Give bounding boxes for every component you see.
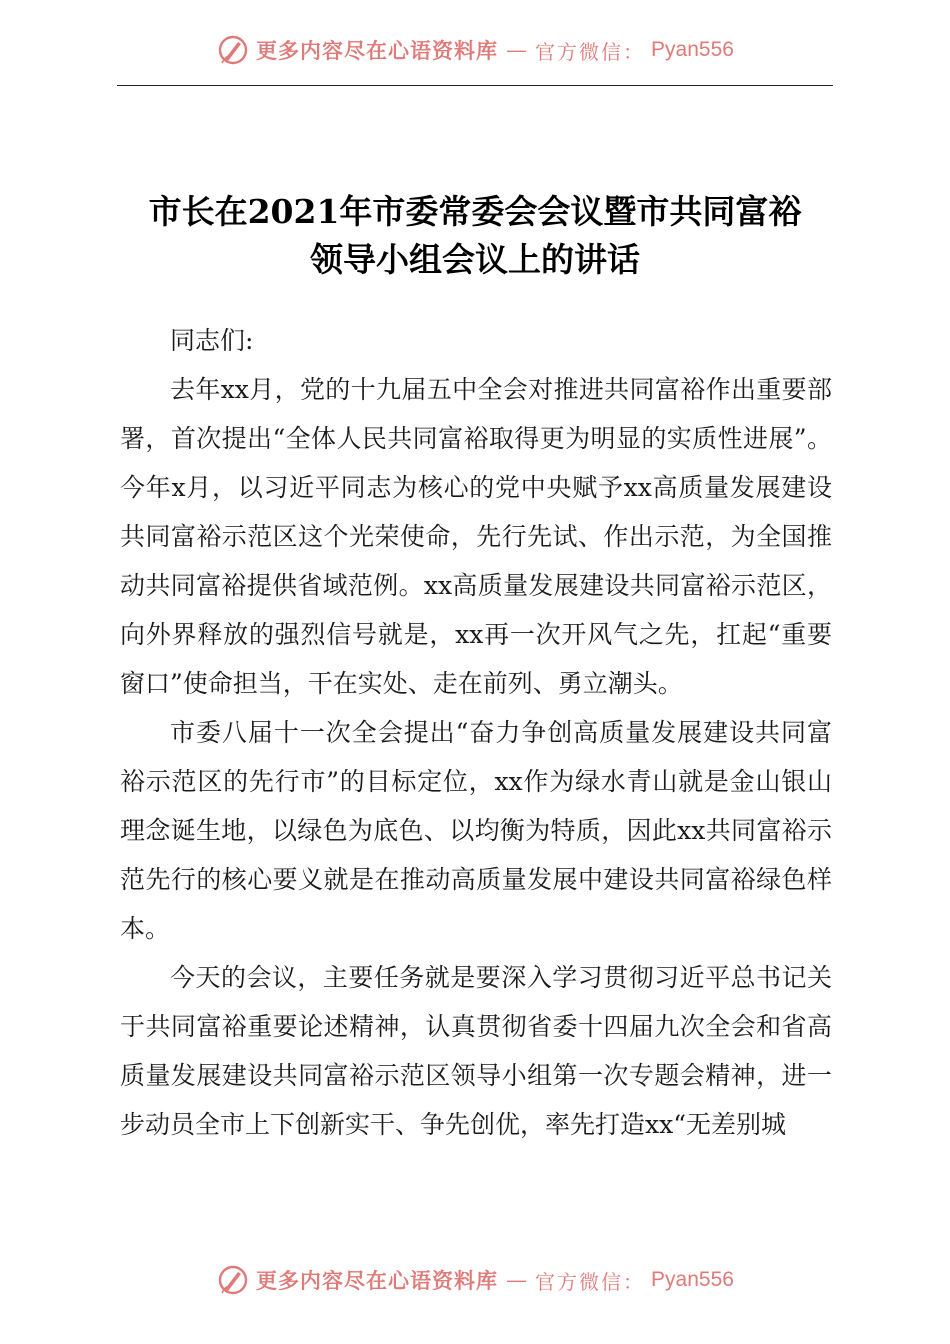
footer-separator: —: [506, 1268, 528, 1292]
paragraph-3: 今天的会议，主要任务就是要深入学习贯彻习近平总书记关于共同富裕重要论述精神，认真贯彻省委十四届九次全会和省高质量发展建设共同富裕示范区领导小组第一次专题会精神，进一步动员全市上下创新实干、争先创优，率先打造xx“无差别城: [120, 963, 832, 1139]
title-line-2: 领导小组会议上的讲话: [310, 240, 640, 279]
header-banner-text: 更多内容尽在心语资料库: [256, 38, 499, 63]
header-wechat-label: 官方微信：: [535, 39, 646, 64]
header-divider: [117, 85, 833, 86]
paragraph-1: 去年xx月，党的十九届五中全会对推进共同富裕作出重要部署，首次提出“全体人民共同富裕取得更为明显的实质性进展”。今年x月，以习近平同志为核心的党中央赋予xx高质量发展建设共同富裕示范区这个光荣使命，先行先试、作出示范，为全国推动共同富裕提供省域范例。xx高质量发展建设共同富裕示范区，向外界释放的强烈信号就是，xx再一次开风气之先，扛起“重要窗口”使命担当，干在实处、走在前列、勇立潮头。: [120, 375, 832, 698]
footer-wechat-id: Pyan556: [651, 1268, 734, 1291]
paragraph-2: 市委八届十一次全会提出“奋力争创高质量发展建设共同富裕示范区的先行市”的目标定位，xx作为绿水青山就是金山银山理念诞生地，以绿色为底色、以均衡为特质，因此xx共同富裕示范先行的核心要义就是在推动高质量发展中建设共同富裕绿色样本。: [120, 718, 832, 943]
page-header-banner: [0, 22, 950, 78]
footer-brand: [216, 1263, 734, 1297]
header-wechat-id: Pyan556: [651, 38, 734, 61]
footer-wechat-label: 官方微信：: [535, 1269, 646, 1294]
header-separator: —: [506, 38, 528, 62]
pen-circle-logo-icon: [216, 33, 250, 67]
footer-banner-text: 更多内容尽在心语资料库: [256, 1268, 499, 1293]
greeting: 同志们:: [170, 326, 254, 355]
document-body: [120, 316, 832, 1149]
document-title: [100, 188, 850, 284]
pen-circle-logo-icon: [216, 1263, 250, 1297]
page-footer-banner: [0, 1252, 950, 1308]
header-brand: [216, 33, 734, 67]
title-line-1: 市长在2021年市委常委会会议暨市共同富裕: [148, 192, 802, 231]
